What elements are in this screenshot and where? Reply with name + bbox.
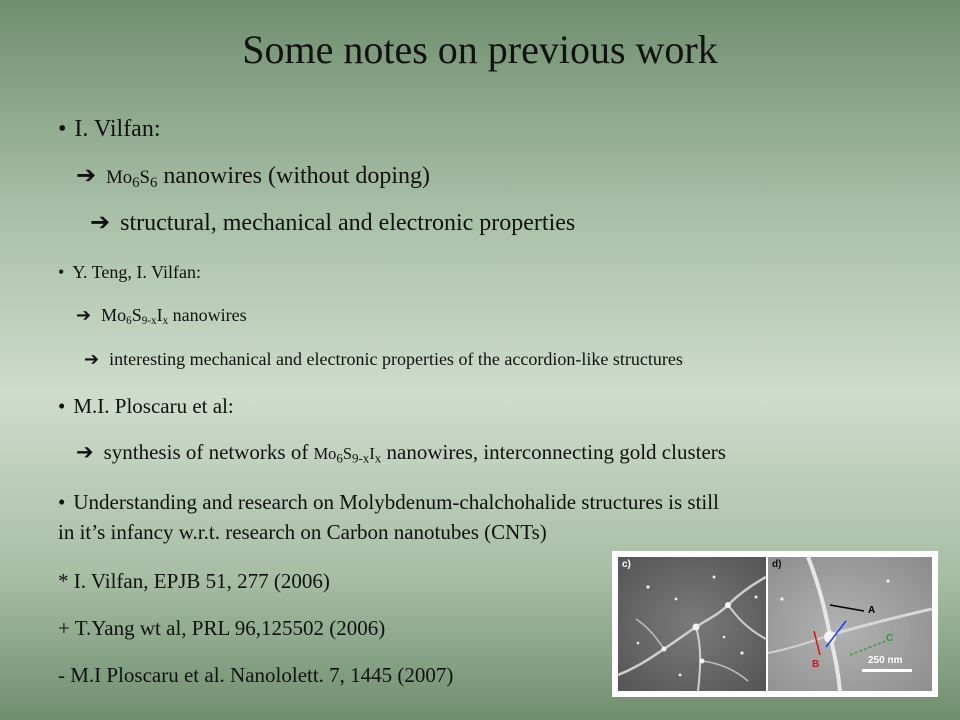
reference-3: - M.I Ploscaru et al. Nanololett. 7, 1445 (2007) <box>58 663 454 687</box>
bullet-dot: • <box>58 262 65 282</box>
teng-detail-1: ➔ $Mo_6S_{9-x}I_x$ nanowires <box>76 305 247 328</box>
reference-2: + T.Yang wt al, PRL 96,125502 (2006) <box>58 616 386 640</box>
vilfan-detail-2: ➔ structural, mechanical and electronic properties <box>90 208 576 236</box>
micrograph-figure <box>612 551 938 697</box>
bullet-ploscaru <box>58 392 234 420</box>
slide-title: Some notes on previous work <box>242 27 718 72</box>
bullet-dot: • <box>58 490 66 514</box>
author-vilfan: I. Vilfan: <box>74 116 161 142</box>
panel-d-label: d) <box>772 559 782 570</box>
right-arrow-icon: ➔ <box>90 208 111 236</box>
right-arrow-icon: ➔ <box>76 305 92 326</box>
bullet-vilfan <box>58 114 161 144</box>
right-arrow-icon: ➔ <box>76 440 94 464</box>
micrograph-panel-c <box>618 557 766 691</box>
right-arrow-icon: ➔ <box>84 349 100 370</box>
reference-1: * I. Vilfan, EPJB 51, 277 (2006) <box>58 569 330 593</box>
teng-detail-2: ➔ interesting mechanical and electronic properties of the accordion-like structures <box>84 349 683 370</box>
bullet-teng <box>58 260 201 284</box>
bullet-dot: • <box>58 394 66 418</box>
nanowire-junction-image <box>768 557 932 691</box>
scale-bar-label: 250 nm <box>868 655 903 666</box>
right-arrow-icon: ➔ <box>76 161 97 189</box>
marker-a-label: A <box>868 605 876 616</box>
marker-b-label: B <box>812 659 820 670</box>
panel-c-label: c) <box>622 559 631 570</box>
bullet-understanding: • Understanding and research on Molybdenum-chalchohalide structures is still <box>58 490 719 514</box>
marker-c-label: C <box>886 633 894 644</box>
author-ploscaru: M.I. Ploscaru et al: <box>73 394 234 418</box>
bullet-dot: • <box>58 116 67 142</box>
micrograph-panel-d <box>768 557 932 691</box>
nanowire-network-image <box>618 557 766 691</box>
ploscaru-detail-1: ➔ synthesis of networks of $Mo_6S_{9-x}I_x$ nanowires, interconnecting gold clusters <box>76 440 726 466</box>
author-teng: Y. Teng, I. Vilfan: <box>72 262 201 282</box>
vilfan-detail-1: ➔ $Mo_6S_6$ nanowires (without doping) <box>76 161 430 192</box>
understanding-line-2: in it’s infancy w.r.t. research on Carbon nanotubes (CNTs) <box>58 520 547 544</box>
